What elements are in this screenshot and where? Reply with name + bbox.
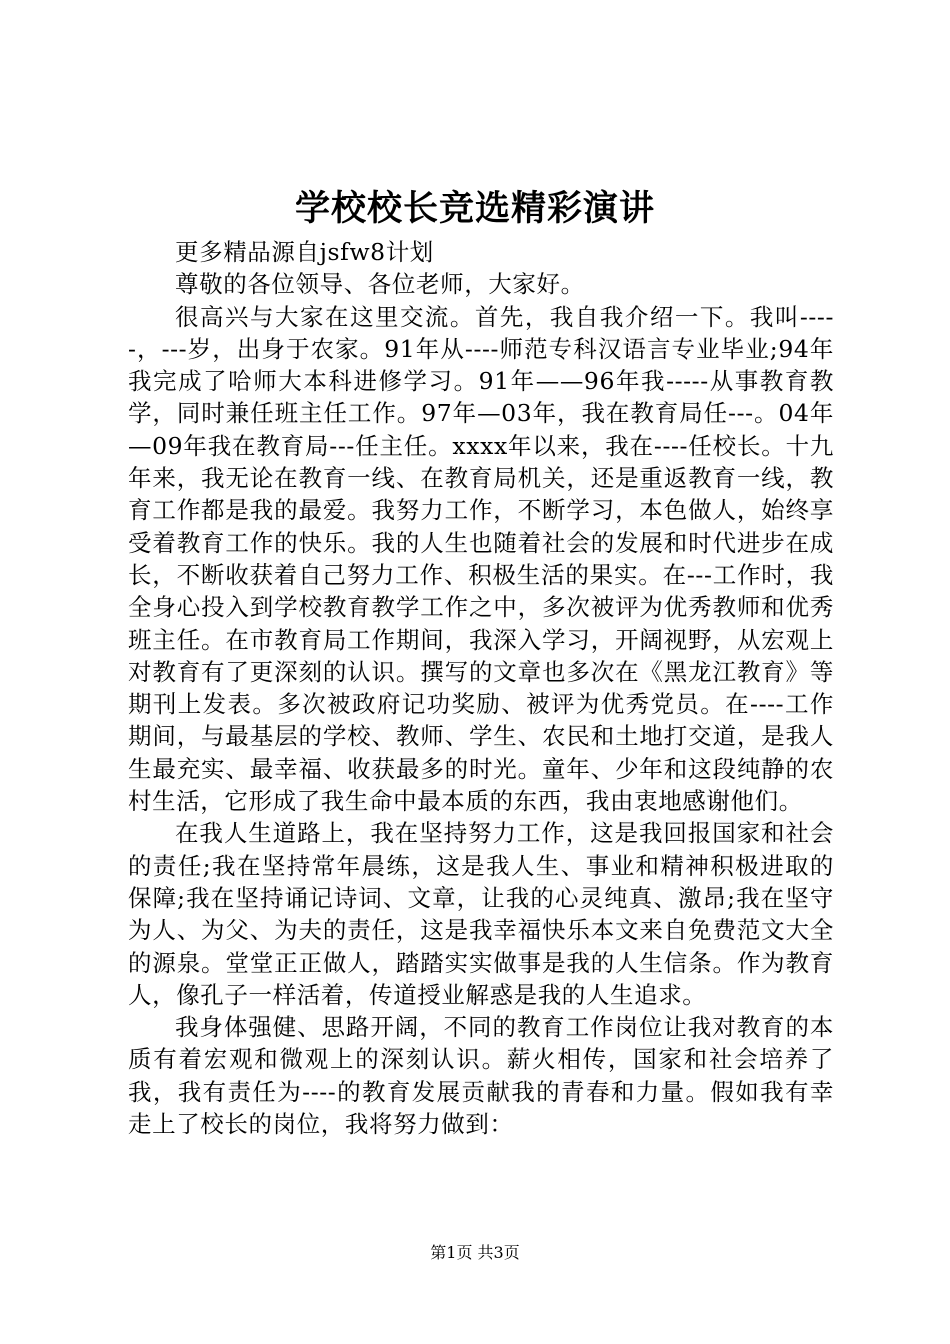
paragraph-self-introduction: 很高兴与大家在这里交流。首先，我自我介绍一下。我叫-----，---岁，出身于农家。91年从----师范专科汉语言专业毕业;94年我完成了哈师大本科进修学习。91年——96年我-----从事教育教学，同时兼任班主任工作。97年—03年，我在教育局任---。04年—09年我在教育局---任主任。xxxx年以来，我在----任校长。十九年来，我无论在教育一线、在教育局机关，还是重返教育一线，教育工作都是我的最爱。我努力工作，不断学习，本色做人，始终享受着教育工作的快乐。我的人生也随着社会的发展和时代进步在成长，不断收获着自己努力工作、积极生活的果实。在---工作时，我全身心投入到学校教育教学工作之中，多次被评为优秀教师和优秀班主任。在市教育局工作期间，我深入学习，开阔视野，从宏观上对教育有了更深刻的认识。撰写的文章也多次在《黑龙江教育》等期刊上发表。多次被政府记功奖励、被评为优秀党员。在----工作期间，与最基层的学校、教师、学生、农民和土地打交道，是我人生最充实、最幸福、收获最多的时光。童年、少年和这段纯静的农村生活，它形成了我生命中最本质的东西，我由衷地感谢他们。 <box>128 302 834 816</box>
paragraph-source-note: 更多精品源自jsfw8计划 <box>175 238 434 266</box>
document-title: 学校校长竞选精彩演讲 <box>294 188 655 229</box>
page-footer: 第1页 共3页 <box>430 1243 520 1262</box>
document-body <box>128 236 834 1140</box>
paragraph-commitment: 我身体强健、思路开阔，不同的教育工作岗位让我对教育的本质有着宏观和微观上的深刻认识。薪火相传，国家和社会培养了我，我有责任为----的教育发展贡献我的青春和力量。假如我有幸走上了校长的岗位，我将努力做到： <box>128 1013 834 1139</box>
paragraph-life-principles: 在我人生道路上，我在坚持努力工作，这是我回报国家和社会的责任;我在坚持常年晨练，这是我人生、事业和精神积极进取的保障;我在坚持诵记诗词、文章，让我的心灵纯真、激昂;我在坚守为人、为父、为夫的责任，这是我幸福快乐本文来自免费范文大全的源泉。堂堂正正做人，踏踏实实做事是我的人生信条。作为教育人，像孔子一样活着，传道授业解惑是我的人生追求。 <box>128 819 834 1009</box>
paragraph-greeting: 尊敬的各位领导、各位老师，大家好。 <box>175 270 585 299</box>
